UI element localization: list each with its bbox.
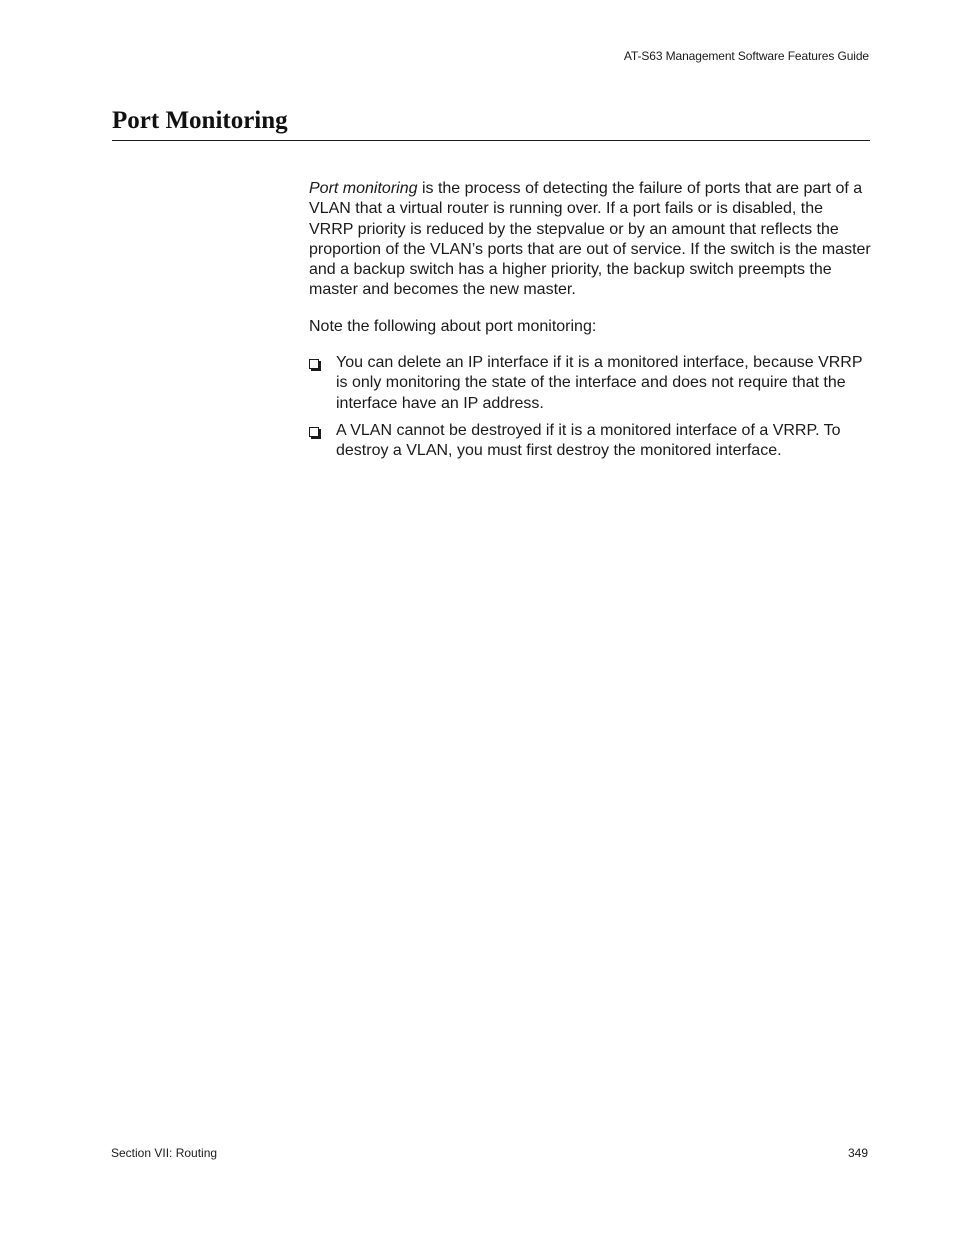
intro-text: is the process of detecting the failure of ports that are part of a VLAN that a virtual router is running over. If a port fails or is disabled, the VRRP priority is reduced by the stepvalue or by an amount that reflects the proportion of the VLAN’s ports that are out of service. If the switch is the master and a backup switch has a higher priority, the backup switch preempts the master and becomes the new master. (309, 180, 871, 299)
square-bullet-icon (309, 427, 319, 437)
square-bullet-icon (309, 359, 319, 369)
footer-page-number: 349 (847, 1146, 868, 1160)
note-lead-paragraph: Note the following about port monitoring: (309, 317, 597, 335)
intro-term: Port monitoring (309, 180, 418, 197)
list-item-text: A VLAN cannot be destroyed if it is a monitored interface of a VRRP. To destroy a VLAN, you must first destroy the monitored interface. (336, 421, 841, 460)
running-header: AT-S63 Management Software Features Guide (623, 49, 869, 63)
footer-section-label: Section VII: Routing (111, 1146, 218, 1160)
body-content (309, 179, 871, 469)
list-item-text: You can delete an IP interface if it is a monitored interface, because VRRP is only monitoring the state of the interface and does not require that the interface have an IP address. (336, 354, 863, 412)
intro-paragraph (309, 179, 871, 301)
section-title: Port Monitoring (112, 107, 288, 134)
bullet-list (309, 353, 871, 461)
list-item (309, 421, 871, 462)
list-item (309, 353, 871, 414)
title-divider (112, 140, 870, 141)
